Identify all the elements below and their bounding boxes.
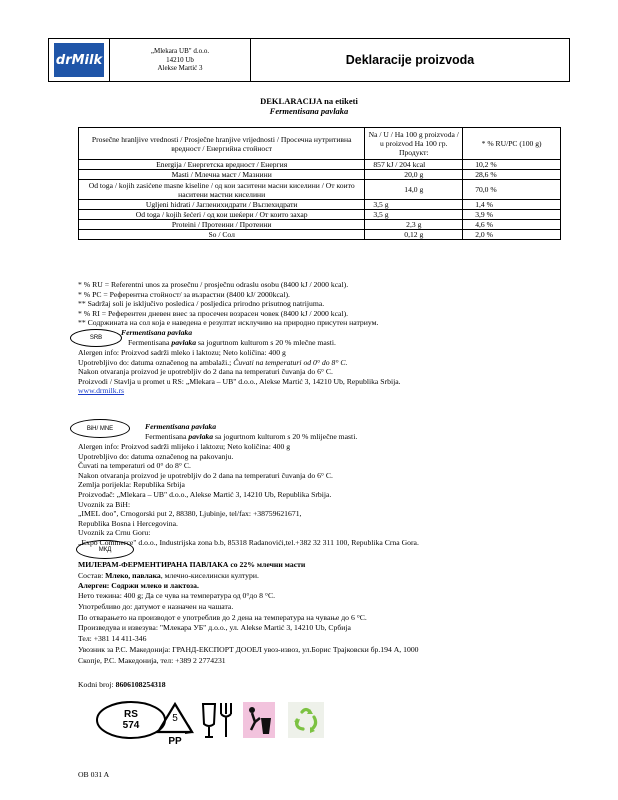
- nutrient-name: Energija / Енергетска вредност / Енергия: [79, 160, 365, 170]
- header: [48, 38, 570, 82]
- bih-line: Alergen info: Proizvod sadrži mlijeko i laktozu; Neto količina: 400 g: [78, 442, 291, 451]
- bih-line: Uvoznik za Crnu Goru:: [78, 528, 151, 538]
- mkd-line: По отварањето на производот е употреблив до 2 дена на температура на чување до 6 °C.: [78, 612, 367, 622]
- header-cell: * % RU/PC (100 g): [463, 128, 561, 160]
- bih-line: Zemlja porijekla: Republika Srbija: [78, 480, 185, 490]
- footer-code: OB 031 A: [78, 770, 110, 779]
- pp-number: 5: [172, 713, 178, 724]
- header-cell: Prosečne hranljive vrednosti / Prosječne hranjive vrijednosti / Просечна нутритивна вредност / Енергийна стойност: [79, 128, 365, 160]
- table-header-row: [79, 128, 561, 160]
- bih-line: Republika Bosna i Hercegovina.: [78, 518, 178, 528]
- website-link[interactable]: www.drmilk.rs: [78, 386, 125, 396]
- company-address: [110, 39, 251, 81]
- mkd-allergen: Алерген: Содржи млеко и лактоза.: [78, 581, 199, 590]
- mkd-line: Произведува и извезува: "Млекара УБ" д.о.о., ул. Alekse Martić 3, 14210 Ub, Србија: [78, 623, 351, 633]
- footnote: ** Sadržaj soli je isključivo posledica / posljedica prirodno prisutnog natrijuma.: [78, 299, 325, 309]
- nutrition-table: [78, 127, 561, 240]
- srb-product-name: Fermentisana pavlaka: [121, 328, 193, 337]
- company-name: „Mlekara UB" d.o.o.: [150, 47, 210, 56]
- pp-label: PP: [168, 736, 182, 747]
- rs-mark-bottom: 574: [122, 720, 140, 731]
- table-row: [79, 210, 561, 220]
- bih-line: Čuvati na temperaturi od 0° do 8° C.: [78, 461, 191, 471]
- mkd-line: Увозник за Р.С. Македонија: ГРАНД-ЕКСПОРТ ДООЕЛ увоз-извоз, ул.Борис Трајковски бр.194 А, 1000: [78, 644, 419, 654]
- bih-line: Nakon otvaranja proizvod je upotrebljiv do 2 dana na temperaturi čuvanja do 6° C.: [78, 470, 333, 480]
- table-row: [79, 230, 561, 240]
- nutrient-ri: 2,0 %: [463, 230, 561, 240]
- nutrient-ri: 1,4 %: [463, 200, 561, 210]
- srb-body: [78, 348, 401, 396]
- table-row: [79, 160, 561, 170]
- rs-mark-top: RS: [124, 709, 138, 720]
- footnote: * % RI = Референтен дневен внес за просечен возрасен човек (8400 kJ / 2000 kcal).: [78, 308, 349, 318]
- header-cell: Na / U / На 100 g proizvoda / u proizvod На 100 гр. Продукт:: [365, 128, 463, 160]
- drmilk-logo: drMilk: [54, 43, 104, 77]
- nutrient-value: 0,12 g: [365, 230, 463, 240]
- bih-product-name: Fermentisana pavlaka: [145, 422, 217, 431]
- footnote: ** Содржината на сол која е наведена е резултат исклучиво на природно присутен натриум.: [78, 318, 379, 328]
- table-row: [79, 180, 561, 200]
- mkd-line: Нето тежина: 400 g; Да се чува на температура од 0°до 8 °C.: [78, 591, 275, 600]
- nutrient-name: Masti / Млечна маст / Мазнини: [79, 170, 365, 180]
- nutrient-value: 20,0 g: [365, 170, 463, 180]
- bih-line: Uvoznik za BiH:: [78, 499, 131, 509]
- bih-line: Upotrebljivo do: datuma označenog na pakovanju.: [78, 451, 234, 461]
- table-row: [79, 170, 561, 180]
- logo: [49, 39, 110, 81]
- code-line: [78, 680, 166, 690]
- company-city: 14210 Ub: [166, 55, 194, 64]
- nutrient-ri: 10,2 %: [463, 160, 561, 170]
- doc-subtitle: Fermentisana pavlaka: [269, 106, 349, 116]
- bih-line: „Expo Commerce" d.o.o., Industrijska zona b.b, 85318 Radanovići,tel.+382 32 311 100, Republika Crna Gora.: [78, 537, 419, 547]
- nutrient-name: Ugljeni hidrati / Јагленихидрати / Въглехидрати: [79, 200, 365, 210]
- code-label: Kodni broj:: [78, 680, 116, 689]
- footnotes: [78, 280, 378, 328]
- nutrient-ri: 4,6 %: [463, 220, 561, 230]
- table-row: [79, 220, 561, 230]
- food-safe-glass-fork-icon: [200, 700, 236, 740]
- nutrient-name: So / Сол: [79, 230, 365, 240]
- srb-description: Fermentisana pavlaka sa jogurtnom kulturom s 20 % mlečne masti.: [128, 338, 336, 347]
- bih-body: [78, 442, 419, 548]
- code-value: 8606108254318: [115, 680, 166, 689]
- mkd-line: Тел: +381 14 411-346: [78, 634, 147, 644]
- mkd-composition: Состав: Млеко, павлака, млечно-киселински култури.: [78, 571, 259, 580]
- nutrient-value: 3,5 g: [365, 200, 463, 210]
- tidyman-disposal-icon: [243, 702, 275, 738]
- mkd-body: [78, 591, 419, 667]
- mkd-badge: МКД: [76, 540, 134, 559]
- nutrient-name: Proteini / Протеини / Протеини: [79, 220, 365, 230]
- nutrient-value: 2,3 g: [365, 220, 463, 230]
- srb-line: Nakon otvaranja proizvod je upotrebljiv do 2 dana na temperaturi čuvanja do 6° C.: [78, 367, 333, 377]
- nutrient-name: Od toga / kojih šećeri / од кои шеќери / От които захар: [79, 210, 365, 220]
- page-title: Deklaracije proizvoda: [345, 53, 475, 67]
- mkd-line: Скопје, Р.С. Македонија, тел: +389 2 2774231: [78, 655, 226, 665]
- nutrient-ri: 28,6 %: [463, 170, 561, 180]
- recycle-pp-icon: [152, 700, 198, 748]
- srb-line: Proizvodi / Stavlja u promet u RS: „Mlekara – UB" d.o.o., Alekse Martić 3, 14210 Ub, Republika Srbija.: [78, 376, 401, 386]
- nutrient-value: 14,0 g: [365, 180, 463, 200]
- mkd-line: Употребливо до: датумот е назначен на чашата.: [78, 601, 234, 611]
- nutrient-ri: 3,9 %: [463, 210, 561, 220]
- bih-mne-badge: BiH/ MNE: [70, 419, 130, 438]
- srb-use-line: Upotrebljivo do: datuma označenog na ambalaži.; Čuvati na temperaturi od 0° do 8° C.: [78, 357, 348, 367]
- srb-line: Alergen info: Proizvod sadrži mleko i laktozu; Neto količina: 400 g: [78, 348, 286, 357]
- nutrient-ri: 70,0 %: [463, 180, 561, 200]
- nutrient-value: 3,5 g: [365, 210, 463, 220]
- nutrient-value: 857 kJ / 204 kcal: [365, 160, 463, 170]
- company-street: Alekse Martić 3: [157, 64, 203, 73]
- bih-line: Proizvođač: „Mlekara – UB" d.o.o., Alekse Martić 3, 14210 Ub, Republika Srbija.: [78, 489, 332, 499]
- footnote: * % RU = Referentni unos za prosečnu / prosječnu odraslu osobu (8400 kJ / 2000 kcal).: [78, 280, 349, 289]
- nutrient-name: Od toga / kojih zasićene masne kiseline / од кои заситени масни киселини / От които наситени мастни киселини: [79, 180, 365, 200]
- srb-badge: SRB: [70, 329, 122, 347]
- mkd-title: МИЛЕРАМ-ФЕРМЕНТИРАНА ПАВЛАКА со 22% млечни масти: [78, 560, 306, 569]
- recycling-icon: [288, 702, 324, 738]
- bih-line: „IMEL doo", Crnogorski put 2, 88380, Ljubinje, tel/fax: +38759621671,: [78, 509, 302, 519]
- footnote: * % PC = Референтна стойност/ за възрастни (8400 kJ/ 2000kcal).: [78, 289, 290, 299]
- bih-description: Fermentisana pavlaka sa jogurtnom kulturom s 20 % mliječne masti.: [145, 432, 358, 441]
- doc-title: DEKLARACIJA na etiketi: [260, 96, 358, 106]
- table-row: [79, 200, 561, 210]
